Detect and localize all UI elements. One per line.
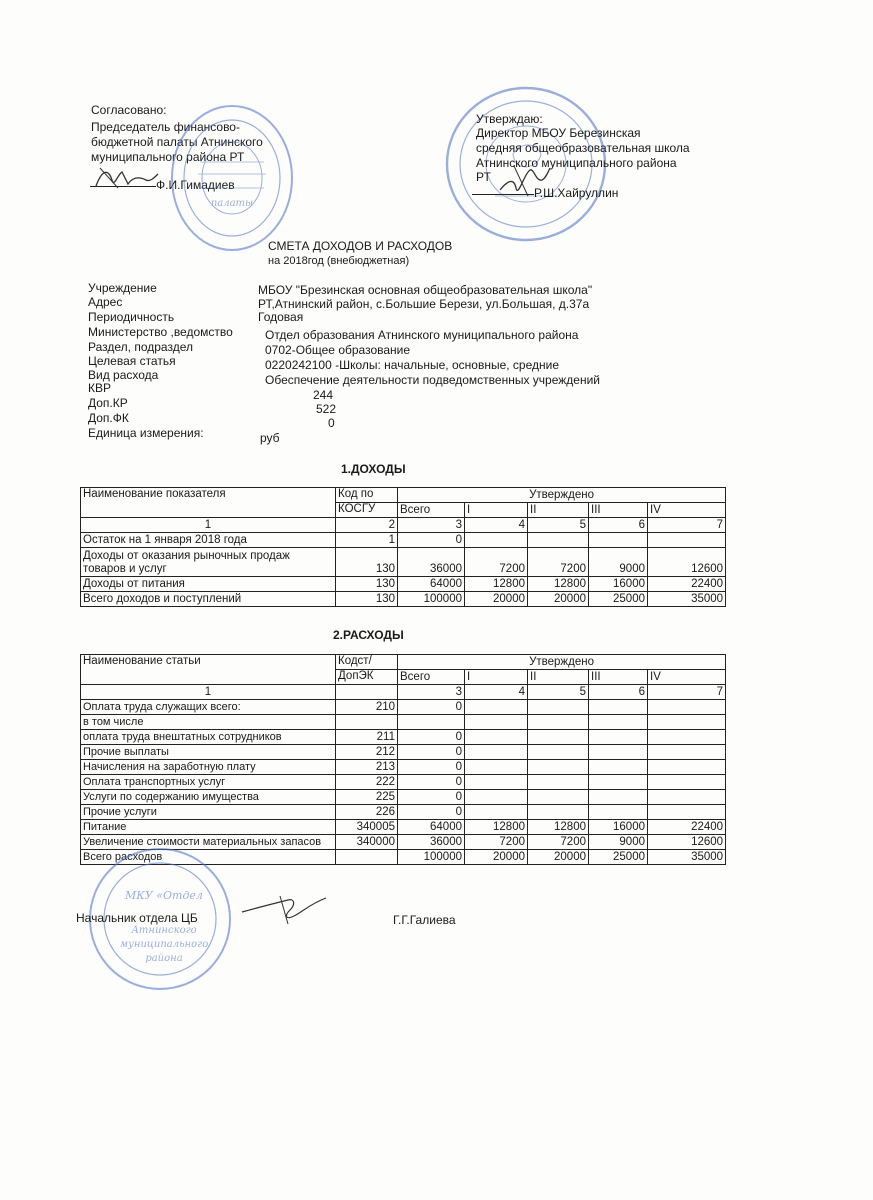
table-row (81, 700, 726, 715)
income-num-5: 5 (528, 518, 589, 533)
approve-line-4: РТ (476, 170, 491, 184)
expense-header-code-2: ДопЭК (336, 670, 398, 685)
expense-row-name: оплата труда внештатных сотрудников (81, 730, 336, 745)
expense-row-q1 (465, 760, 528, 775)
finance-chamber-seal-icon (168, 102, 296, 254)
approve-title: Утверждаю: (476, 112, 543, 126)
income-row-q3: 9000 (589, 548, 648, 577)
expense-row-code: 210 (336, 700, 398, 715)
expense-row-total: 0 (398, 745, 465, 760)
info-value-section: 0702-Общее образование (265, 343, 411, 357)
income-num-7: 7 (648, 518, 726, 533)
expense-row-total (398, 715, 465, 730)
expense-row-code: 340005 (336, 820, 398, 835)
expense-header-approved: Утверждено (398, 655, 726, 670)
agreed-signature-icon (92, 160, 162, 194)
info-label-unit: Единица измерения: (88, 426, 204, 440)
income-row-name-line1: Доходы от оказания рыночных продаж (83, 550, 290, 562)
expense-row-q4 (648, 775, 726, 790)
income-row-q4 (648, 533, 726, 548)
income-row-total: 36000 (398, 548, 465, 577)
income-row-name: Всего доходов и поступлений (81, 592, 336, 607)
expense-row-code (336, 850, 398, 865)
income-row-name: Остаток на 1 января 2018 года (81, 533, 336, 548)
expense-row-q2 (528, 760, 589, 775)
income-row-total: 100000 (398, 592, 465, 607)
expense-section-title: 2.РАСХОДЫ (333, 628, 404, 642)
table-row (81, 715, 726, 730)
expense-row-name: Питание (81, 820, 336, 835)
agreed-signer-name: Ф.И.Гимадиев (156, 178, 235, 192)
info-value-unit: руб (260, 431, 280, 445)
info-value-period: Годовая (258, 310, 304, 324)
income-row-q1: 12800 (465, 577, 528, 592)
income-row-q3 (589, 533, 648, 548)
table-row (81, 805, 726, 820)
expense-row-q2 (528, 700, 589, 715)
expense-row-total: 0 (398, 775, 465, 790)
income-row-q2 (528, 533, 589, 548)
table-row (81, 548, 726, 577)
approve-line-1: Директор МБОУ Березинская (476, 126, 641, 140)
income-num-1: 1 (81, 518, 336, 533)
expense-row-total: 0 (398, 790, 465, 805)
income-row-code: 130 (336, 548, 398, 577)
info-value-target: 0220242100 -Школы: начальные, основные, средние (265, 358, 559, 372)
expense-row-q1 (465, 805, 528, 820)
income-header-q2: II (528, 503, 589, 518)
doc-title: СМЕТА ДОХОДОВ И РАСХОДОВ (268, 239, 453, 253)
income-header-total: Всего (398, 503, 465, 518)
info-label-section: Раздел, подраздел (88, 340, 193, 354)
income-header-q1: I (465, 503, 528, 518)
income-row-q2: 12800 (528, 577, 589, 592)
info-label-dop-kr: Доп.КР (88, 396, 128, 410)
expense-row-name: Оплата транспортных услуг (81, 775, 336, 790)
table-row (81, 745, 726, 760)
expense-row-q3 (589, 775, 648, 790)
info-value-ministry: Отдел образования Атнинского муниципального района (265, 328, 579, 342)
table-row (81, 577, 726, 592)
expense-header-q1: I (465, 670, 528, 685)
seal3-text-3: муниципального (119, 939, 209, 950)
income-row-name-line2: товаров и услуг (83, 563, 167, 575)
expense-row-q3 (589, 790, 648, 805)
approve-line-2: средняя общеобразовательная школа (476, 141, 690, 155)
income-row-total: 64000 (398, 577, 465, 592)
expense-row-name: Прочие услуги (81, 805, 336, 820)
income-row-name: Доходы от питания (81, 577, 336, 592)
seal1-text: палаты (210, 198, 254, 209)
income-number-row (81, 518, 726, 533)
expense-num-1: 1 (81, 685, 336, 700)
income-num-4: 4 (465, 518, 528, 533)
income-header-approved: Утверждено (398, 488, 726, 503)
expense-row-code: 212 (336, 745, 398, 760)
expense-row-q4: 35000 (648, 850, 726, 865)
expense-row-q4 (648, 760, 726, 775)
income-num-2: 2 (336, 518, 398, 533)
income-row-code: 1 (336, 533, 398, 548)
expense-num-3: 3 (398, 685, 465, 700)
income-row-code: 130 (336, 592, 398, 607)
income-row-total: 0 (398, 533, 465, 548)
expense-row-q3 (589, 730, 648, 745)
income-row-name (81, 548, 336, 577)
income-num-6: 6 (589, 518, 648, 533)
info-label-kvr: КВР (88, 381, 111, 395)
expense-header-name: Наименование статьи (81, 655, 336, 685)
expense-row-name: Всего расходов (81, 850, 336, 865)
expense-row-code: 340000 (336, 835, 398, 850)
income-row-code: 130 (336, 577, 398, 592)
table-row (81, 820, 726, 835)
info-label-dop-fk: Доп.ФК (88, 411, 129, 425)
income-row-q4: 35000 (648, 592, 726, 607)
expense-row-q3 (589, 760, 648, 775)
expense-row-q2: 12800 (528, 820, 589, 835)
footer-name: Г.Г.Галиева (393, 913, 456, 927)
expense-row-name: Оплата труда служащих всего: (81, 700, 336, 715)
income-header-q3: III (589, 503, 648, 518)
income-row-q4: 22400 (648, 577, 726, 592)
income-row-q3: 16000 (589, 577, 648, 592)
expense-row-total: 0 (398, 805, 465, 820)
expense-row-q1 (465, 775, 528, 790)
income-row-q2: 7200 (528, 548, 589, 577)
expense-row-q2: 7200 (528, 835, 589, 850)
expense-row-code: 226 (336, 805, 398, 820)
income-section-title: 1.ДОХОДЫ (341, 462, 406, 476)
approve-signer-name: Р.Ш.Хайруллин (534, 186, 619, 200)
expense-row-total: 0 (398, 730, 465, 745)
expense-row-q3 (589, 715, 648, 730)
expense-row-q2: 20000 (528, 850, 589, 865)
expense-header-q3: III (589, 670, 648, 685)
info-value-address: РТ,Атнинский район, с.Большие Берези, ул.Большая, д.37а (258, 297, 590, 311)
income-row-q1: 7200 (465, 548, 528, 577)
info-value-expense-type: Обеспечение деятельности подведомственных учреждений (265, 373, 600, 387)
footer-signature-icon (236, 890, 332, 930)
expense-row-name: Начисления на заработную плату (81, 760, 336, 775)
seal3-text-1: МКУ «Отдел (125, 889, 203, 902)
income-header-name: Наименование показателя (81, 488, 336, 518)
expense-row-q2 (528, 745, 589, 760)
seal3-text-2: Атнинского (131, 925, 197, 936)
info-label-address: Адрес (88, 295, 123, 309)
income-num-3: 3 (398, 518, 465, 533)
table-row (81, 775, 726, 790)
expense-row-total: 36000 (398, 835, 465, 850)
expense-row-total: 0 (398, 760, 465, 775)
table-row (81, 730, 726, 745)
income-header-code-1: Код по (336, 488, 398, 503)
expense-row-code: 213 (336, 760, 398, 775)
income-row-q4: 12600 (648, 548, 726, 577)
expense-row-q1: 20000 (465, 850, 528, 865)
table-row (81, 533, 726, 548)
expense-row-q3: 9000 (589, 835, 648, 850)
expense-row-q2 (528, 715, 589, 730)
expense-header-row (81, 655, 726, 670)
info-value-dop-fk: 0 (328, 416, 335, 430)
expense-row-q4 (648, 715, 726, 730)
expense-row-q3 (589, 700, 648, 715)
table-row (81, 760, 726, 775)
info-label-institution: Учреждение (88, 281, 157, 295)
expense-row-q4 (648, 700, 726, 715)
income-header-row (81, 488, 726, 503)
expense-row-name: Увеличение стоимости материальных запасов (81, 835, 336, 850)
expense-row-code: 225 (336, 790, 398, 805)
expense-row-code: 211 (336, 730, 398, 745)
expense-header-q2: II (528, 670, 589, 685)
expense-row-q4 (648, 745, 726, 760)
expense-row-q3: 16000 (589, 820, 648, 835)
expense-row-q4: 22400 (648, 820, 726, 835)
income-row-q3: 25000 (589, 592, 648, 607)
info-value-kvr: 244 (313, 388, 334, 402)
approve-sign-line (472, 194, 534, 195)
expense-row-total: 0 (398, 700, 465, 715)
expense-row-q2 (528, 730, 589, 745)
agreed-line-2: бюджетной палаты Атнинского (91, 135, 263, 149)
expense-row-q3: 25000 (589, 850, 648, 865)
income-header-q4: IV (648, 503, 726, 518)
info-value-institution: МБОУ "Брезинская основная общеобразовательная школа" (258, 283, 593, 297)
table-row (81, 790, 726, 805)
expense-row-q2 (528, 775, 589, 790)
expense-row-q1 (465, 700, 528, 715)
expense-body (81, 700, 726, 865)
doc-subtitle: на 2018год (внебюджетная) (268, 255, 410, 267)
info-label-target: Целевая статья (88, 354, 176, 368)
expense-num-7: 7 (648, 685, 726, 700)
seal3-text-4: района (145, 953, 183, 964)
expense-row-code: 222 (336, 775, 398, 790)
expense-row-total: 100000 (398, 850, 465, 865)
expense-row-name: Прочие выплаты (81, 745, 336, 760)
expense-row-q1 (465, 790, 528, 805)
expense-num-6: 6 (589, 685, 648, 700)
expense-row-q1: 7200 (465, 835, 528, 850)
expense-number-row (81, 685, 726, 700)
expense-header-total: Всего (398, 670, 465, 685)
expense-row-total: 64000 (398, 820, 465, 835)
expense-row-q4 (648, 730, 726, 745)
expense-row-q1 (465, 715, 528, 730)
expense-row-q2 (528, 805, 589, 820)
footer-position: Начальник отдела ЦБ (76, 911, 198, 925)
expense-row-q3 (589, 805, 648, 820)
info-label-ministry: Министерство ,ведомство (88, 325, 233, 339)
income-row-q2: 20000 (528, 592, 589, 607)
expense-row-q4: 12600 (648, 835, 726, 850)
expense-row-code (336, 715, 398, 730)
expense-header-code-1: Кодст/ (336, 655, 398, 670)
info-label-period: Периодичность (88, 310, 175, 324)
table-row (81, 592, 726, 607)
expense-num-2 (336, 685, 398, 700)
agreed-line-3: муниципального района РТ (91, 150, 245, 164)
expense-row-q1 (465, 745, 528, 760)
expense-row-q3 (589, 745, 648, 760)
expense-row-q1 (465, 730, 528, 745)
approve-line-3: Атнинского муниципального района (476, 156, 677, 170)
expense-header-q4: IV (648, 670, 726, 685)
expense-table (80, 654, 726, 865)
agreed-title: Согласовано: (91, 103, 167, 117)
income-header-code-2: КОСГУ (336, 503, 398, 518)
expense-row-q2 (528, 790, 589, 805)
expense-row-q1: 12800 (465, 820, 528, 835)
expense-num-4: 4 (465, 685, 528, 700)
expense-num-5: 5 (528, 685, 589, 700)
agreed-line-1: Председатель финансово- (91, 120, 240, 134)
info-value-dop-kr: 522 (316, 402, 337, 416)
expense-row-name: Услуги по содержанию имущества (81, 790, 336, 805)
income-row-q1: 20000 (465, 592, 528, 607)
expense-row-q4 (648, 790, 726, 805)
income-row-q1 (465, 533, 528, 548)
info-label-expense-type: Вид расхода (88, 368, 159, 382)
expense-row-q4 (648, 805, 726, 820)
income-table (80, 487, 726, 607)
expense-row-name: в том числе (81, 715, 336, 730)
